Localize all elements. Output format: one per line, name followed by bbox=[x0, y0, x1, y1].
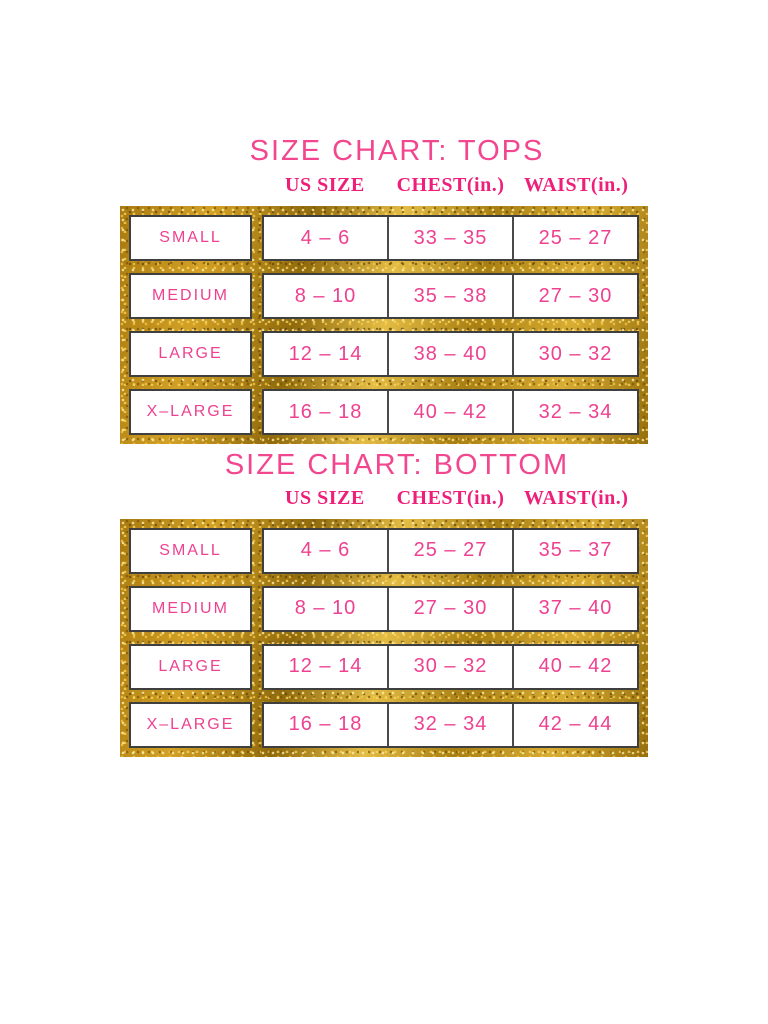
chest-cell: 32 – 34 bbox=[387, 704, 512, 746]
us-size-cell: 12 – 14 bbox=[264, 646, 387, 688]
us-size-cell: 4 – 6 bbox=[264, 530, 387, 572]
bottom-chart-title: SIZE CHART: BOTTOM bbox=[224, 449, 570, 482]
size-chart-tops-section bbox=[120, 136, 648, 444]
table-row-medium bbox=[129, 586, 639, 632]
chest-cell: 30 – 32 bbox=[387, 646, 512, 688]
value-block bbox=[262, 586, 639, 632]
tops-column-headers bbox=[120, 174, 648, 197]
size-label-cell: MEDIUM bbox=[129, 273, 252, 319]
value-block bbox=[262, 273, 639, 319]
chest-cell: 25 – 27 bbox=[387, 530, 512, 572]
waist-cell: 27 – 30 bbox=[512, 275, 637, 317]
table-row-large bbox=[129, 644, 639, 690]
table-row-medium bbox=[129, 273, 639, 319]
us-size-cell: 8 – 10 bbox=[264, 275, 387, 317]
waist-cell: 32 – 34 bbox=[512, 391, 637, 433]
us-size-cell: 8 – 10 bbox=[264, 588, 387, 630]
bottom-column-headers bbox=[120, 487, 648, 510]
size-label-cell: SMALL bbox=[129, 215, 252, 261]
bottom-header-us-size: US SIZE bbox=[285, 486, 365, 509]
size-label-cell: X–LARGE bbox=[129, 389, 252, 435]
chest-cell: 38 – 40 bbox=[387, 333, 512, 375]
table-row-xlarge bbox=[129, 702, 639, 748]
table-row-small bbox=[129, 528, 639, 574]
size-label-cell: LARGE bbox=[129, 644, 252, 690]
size-label-cell: MEDIUM bbox=[129, 586, 252, 632]
waist-cell: 25 – 27 bbox=[512, 217, 637, 259]
us-size-cell: 16 – 18 bbox=[264, 704, 387, 746]
size-label-cell: X–LARGE bbox=[129, 702, 252, 748]
waist-cell: 42 – 44 bbox=[512, 704, 637, 746]
table-row-xlarge bbox=[129, 389, 639, 435]
us-size-cell: 16 – 18 bbox=[264, 391, 387, 433]
value-block bbox=[262, 389, 639, 435]
tops-header-chest: CHEST(in.) bbox=[396, 174, 505, 197]
tops-header-us-size: US SIZE bbox=[285, 174, 365, 197]
chest-cell: 27 – 30 bbox=[387, 588, 512, 630]
bottom-header-waist: WAIST(in.) bbox=[523, 486, 629, 509]
chest-cell: 40 – 42 bbox=[387, 391, 512, 433]
us-size-cell: 12 – 14 bbox=[264, 333, 387, 375]
tops-size-table bbox=[120, 206, 648, 444]
waist-cell: 35 – 37 bbox=[512, 530, 637, 572]
size-label-cell: SMALL bbox=[129, 528, 252, 574]
value-block bbox=[262, 702, 639, 748]
tops-header-waist: WAIST(in.) bbox=[523, 174, 629, 197]
table-row-large bbox=[129, 331, 639, 377]
value-block bbox=[262, 331, 639, 377]
waist-cell: 30 – 32 bbox=[512, 333, 637, 375]
value-block bbox=[262, 528, 639, 574]
bottom-header-chest: CHEST(in.) bbox=[396, 486, 505, 509]
table-row-small bbox=[129, 215, 639, 261]
waist-cell: 40 – 42 bbox=[512, 646, 637, 688]
chest-cell: 33 – 35 bbox=[387, 217, 512, 259]
tops-chart-title: SIZE CHART: TOPS bbox=[249, 135, 545, 167]
value-block bbox=[262, 644, 639, 690]
us-size-cell: 4 – 6 bbox=[264, 217, 387, 259]
bottom-size-table bbox=[120, 519, 648, 757]
chest-cell: 35 – 38 bbox=[387, 275, 512, 317]
value-block bbox=[262, 215, 639, 261]
size-label-cell: LARGE bbox=[129, 331, 252, 377]
waist-cell: 37 – 40 bbox=[512, 588, 637, 630]
size-chart-bottom-section bbox=[120, 450, 648, 756]
